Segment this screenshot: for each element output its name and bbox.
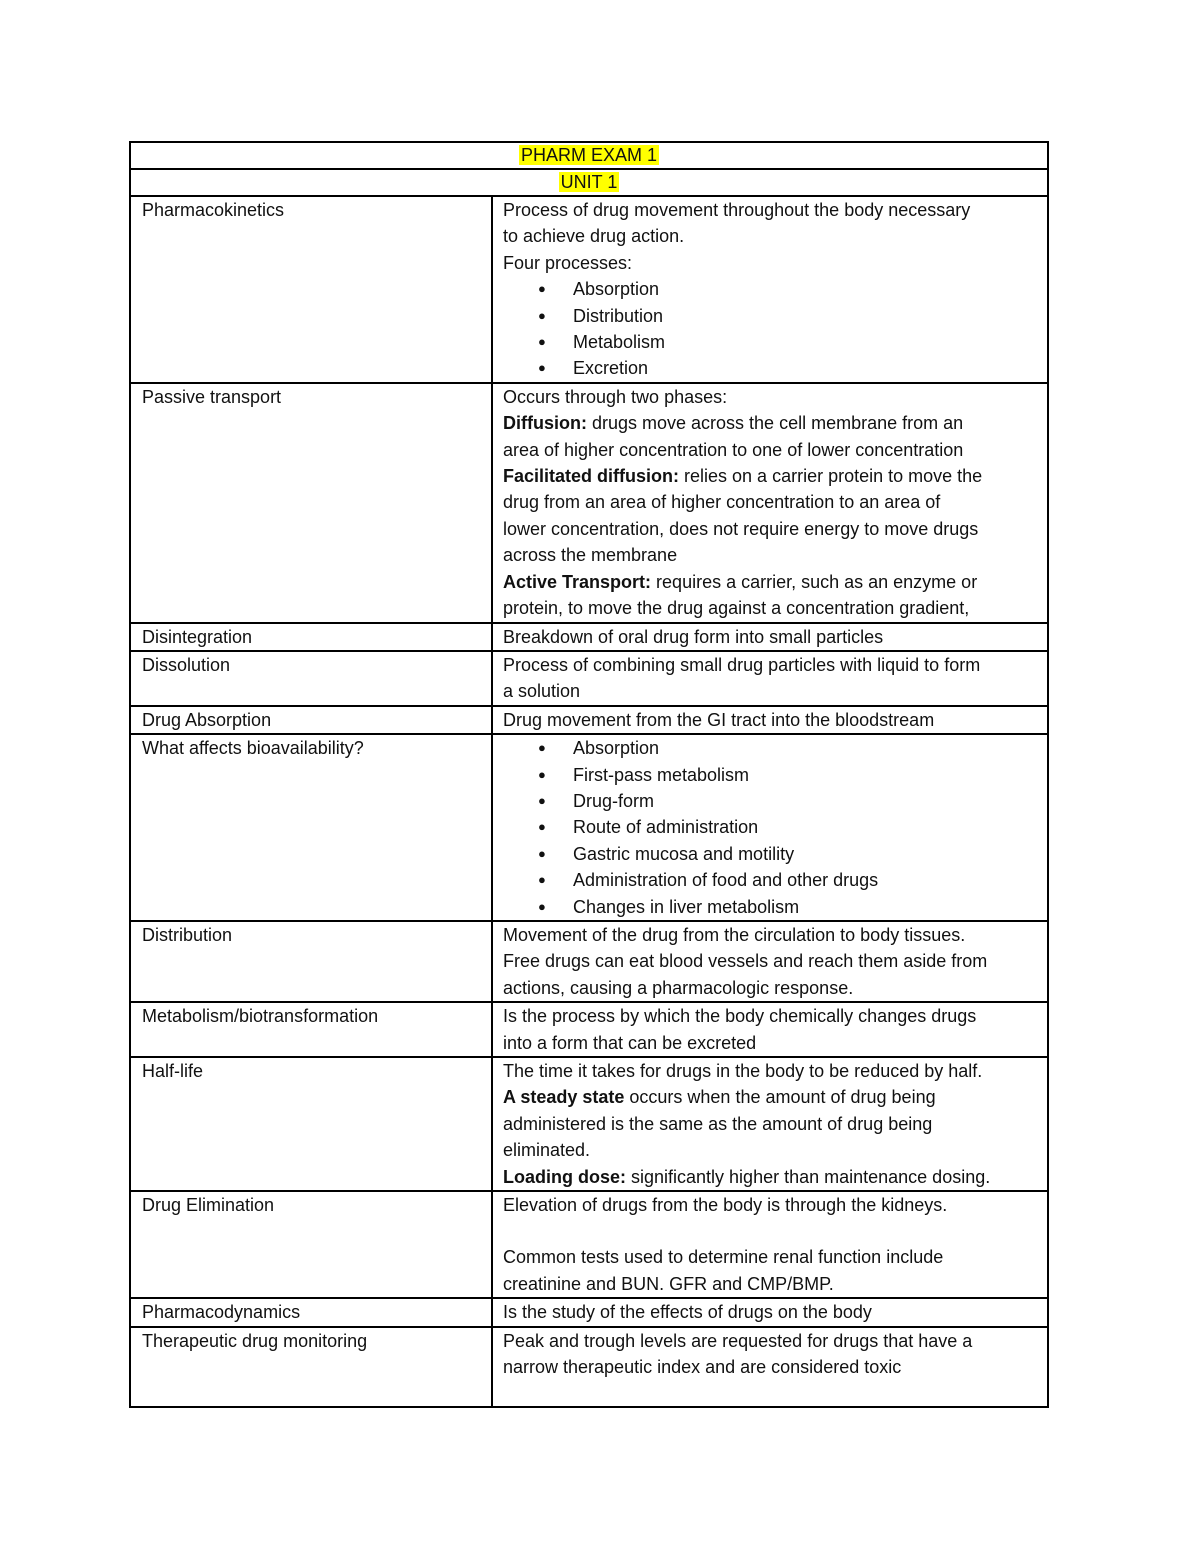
- term-cell: [130, 383, 492, 623]
- term-label: Drug Elimination: [142, 1195, 275, 1216]
- term-cell: [130, 1191, 492, 1298]
- definition-line: creatinine and BUN. GFR and CMP/BMP.: [503, 1273, 834, 1294]
- definition-text: occurs when the amount of drug being: [624, 1087, 936, 1108]
- definition-line: Four processes:: [503, 252, 633, 273]
- definition-line: Is the study of the effects of drugs on the body: [503, 1302, 872, 1323]
- definition-line: area of higher concentration to one of lower concentration: [503, 439, 964, 460]
- definition-cell: [492, 921, 1048, 1002]
- table-row: [130, 383, 1048, 623]
- definition-line: to achieve drug action.: [503, 226, 685, 247]
- list-item: ● Changes in liver metabolism: [573, 894, 1037, 920]
- bold-label: Active Transport:: [503, 571, 652, 592]
- bold-label: A steady state: [503, 1087, 625, 1108]
- definition-line: Process of drug movement throughout the body necessary: [503, 200, 971, 220]
- definition-line: Movement of the drug from the circulation to body tissues.: [503, 924, 966, 945]
- definition-cell: [492, 623, 1048, 651]
- list-item: ● Absorption: [573, 735, 1037, 761]
- list-item: ● Distribution: [573, 303, 1037, 329]
- definition-line: [503, 410, 1037, 436]
- table-row: [130, 1057, 1048, 1191]
- term-label: Pharmacodynamics: [142, 1302, 301, 1323]
- table-row: [130, 196, 1048, 383]
- title-cell: [130, 142, 1048, 169]
- definition-line: lower concentration, does not require energy to move drugs: [503, 518, 979, 539]
- definition-line: [503, 1164, 1037, 1190]
- term-cell: [130, 734, 492, 921]
- definition-line: administered is the same as the amount of drug being: [503, 1113, 933, 1134]
- term-cell: [130, 706, 492, 734]
- unit-row: [130, 169, 1048, 196]
- definition-text: significantly higher than maintenance dosing.: [626, 1166, 991, 1187]
- definition-line: eliminated.: [503, 1140, 591, 1161]
- table-row: [130, 1002, 1048, 1057]
- list-item: ● Gastric mucosa and motility: [573, 841, 1037, 867]
- study-notes-table: [129, 141, 1049, 1408]
- term-cell: [130, 921, 492, 1002]
- term-cell: [130, 196, 492, 383]
- unit-title: UNIT 1: [560, 172, 618, 192]
- list-item: ● Excretion: [573, 355, 1037, 381]
- bullet-list: [503, 735, 1037, 920]
- definition-line: protein, to move the drug against a concentration gradient,: [503, 598, 970, 619]
- definition-text: requires a carrier, such as an enzyme or: [651, 571, 978, 592]
- definition-line: across the membrane: [503, 545, 678, 566]
- term-label: Passive transport: [142, 386, 282, 407]
- term-cell: [130, 651, 492, 706]
- definition-cell: [492, 706, 1048, 734]
- definition-line: The time it takes for drugs in the body to be reduced by half.: [503, 1061, 983, 1081]
- definition-cell: [492, 651, 1048, 706]
- exam-title: PHARM EXAM 1: [520, 145, 658, 165]
- definition-line: Free drugs can eat blood vessels and reach them aside from: [503, 951, 988, 972]
- definition-line: [503, 569, 1037, 595]
- list-item: ● Absorption: [573, 276, 1037, 302]
- term-label: Metabolism/biotransformation: [142, 1006, 379, 1027]
- table-row: [130, 734, 1048, 921]
- term-label: Disintegration: [142, 626, 253, 647]
- definition-line: Common tests used to determine renal function include: [503, 1247, 944, 1268]
- definition-line: Breakdown of oral drug form into small particles: [503, 626, 884, 647]
- list-item: ● Metabolism: [573, 329, 1037, 355]
- term-label: What affects bioavailability?: [142, 738, 364, 759]
- table-row: [130, 921, 1048, 1002]
- list-item: ● First-pass metabolism: [573, 762, 1037, 788]
- term-cell: [130, 1002, 492, 1057]
- term-cell: [130, 1298, 492, 1326]
- bullet-list: [503, 276, 1037, 382]
- definition-line: Process of combining small drug particles with liquid to form: [503, 654, 981, 675]
- definition-line: Occurs through two phases:: [503, 386, 728, 407]
- definition-line: a solution: [503, 681, 581, 702]
- definition-line: Elevation of drugs from the body is through the kidneys.: [503, 1195, 948, 1216]
- bold-label: Loading dose:: [503, 1166, 626, 1187]
- definition-line: [503, 463, 1037, 489]
- definition-cell: [492, 196, 1048, 383]
- term-cell: [130, 623, 492, 651]
- table-row: [130, 1327, 1048, 1407]
- definition-cell: [492, 1298, 1048, 1326]
- definition-cell: [492, 1191, 1048, 1298]
- definition-line: Peak and trough levels are requested for drugs that have a: [503, 1330, 973, 1351]
- term-label: Dissolution: [142, 654, 231, 675]
- definition-cell: [492, 1057, 1048, 1191]
- table-row: [130, 1298, 1048, 1326]
- list-item: ● Administration of food and other drugs: [573, 867, 1037, 893]
- bold-label: Facilitated diffusion:: [503, 466, 680, 487]
- definition-cell: [492, 1002, 1048, 1057]
- term-label: Drug Absorption: [142, 709, 272, 730]
- definition-cell: [492, 383, 1048, 623]
- blank-line: [503, 1218, 1037, 1244]
- definition-cell: [492, 1327, 1048, 1407]
- list-item: ● Route of administration: [573, 814, 1037, 840]
- definition-line: Drug movement from the GI tract into the bloodstream: [503, 709, 935, 730]
- definition-text: drugs move across the cell membrane from an: [586, 413, 964, 434]
- table-row: [130, 1191, 1048, 1298]
- title-row: [130, 142, 1048, 169]
- table-row: [130, 623, 1048, 651]
- term-label: Distribution: [142, 924, 233, 945]
- definition-line: [503, 1084, 1037, 1110]
- term-cell: [130, 1327, 492, 1407]
- document-page: [129, 141, 1047, 1408]
- term-cell: [130, 1057, 492, 1191]
- definition-text: relies on a carrier protein to move the: [679, 466, 983, 487]
- term-label: Half-life: [142, 1061, 204, 1081]
- term-label: Therapeutic drug monitoring: [142, 1330, 368, 1351]
- definition-line: actions, causing a pharmacologic response.: [503, 977, 854, 998]
- unit-cell: [130, 169, 1048, 196]
- bold-label: Diffusion:: [503, 413, 587, 434]
- definition-line: drug from an area of higher concentration to an area of: [503, 492, 941, 513]
- definition-cell: [492, 734, 1048, 921]
- term-label: Pharmacokinetics: [142, 200, 285, 220]
- table-row: [130, 706, 1048, 734]
- definition-line: into a form that can be excreted: [503, 1032, 757, 1053]
- table-row: [130, 651, 1048, 706]
- list-item: ● Drug-form: [573, 788, 1037, 814]
- definition-line: Is the process by which the body chemically changes drugs: [503, 1006, 977, 1027]
- definition-line: narrow therapeutic index and are considered toxic: [503, 1357, 902, 1378]
